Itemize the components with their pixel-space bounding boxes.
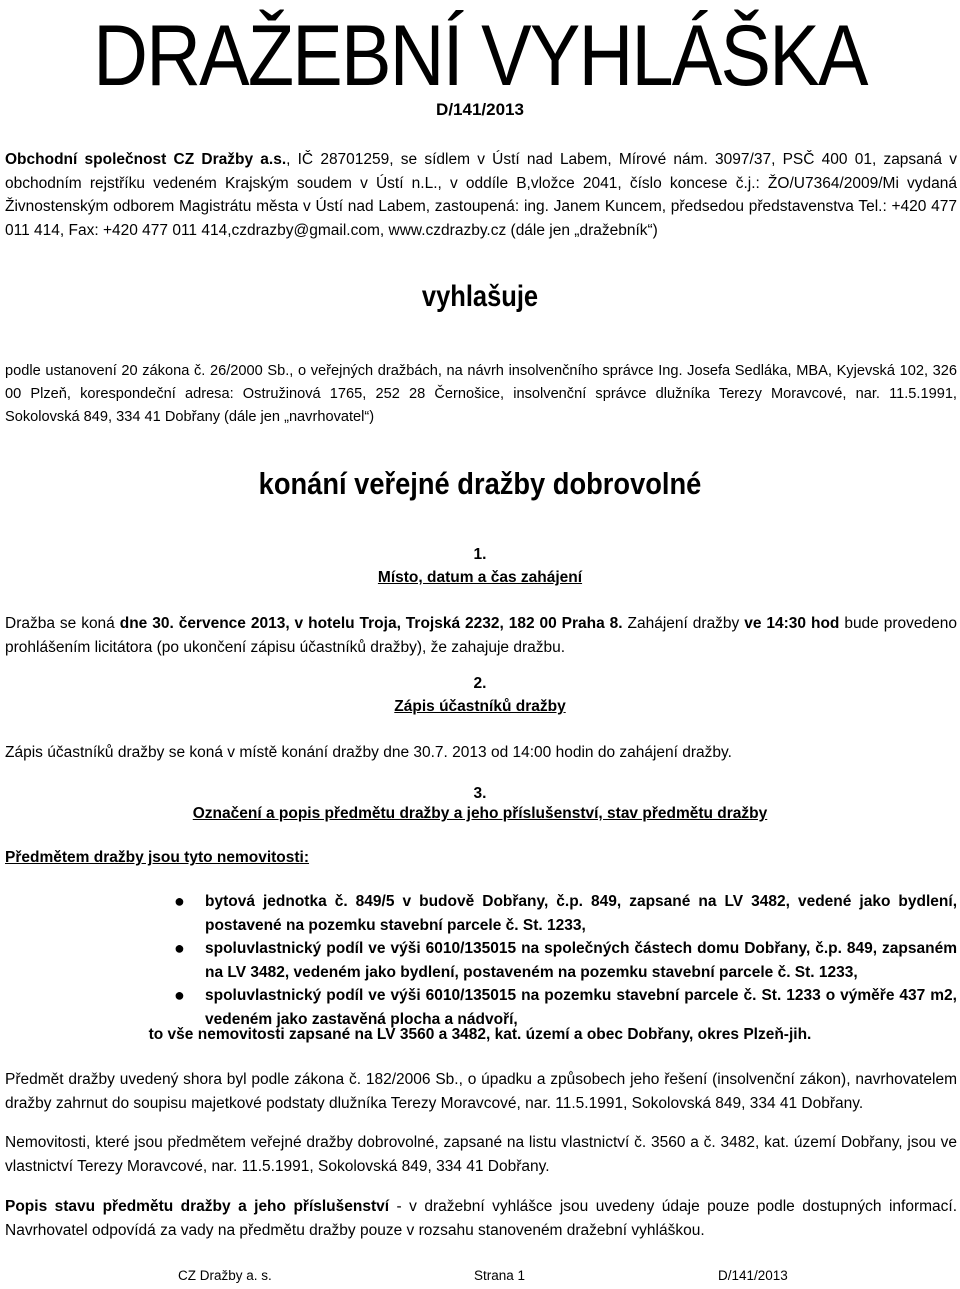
company-name: Obchodní společnost CZ Dražby a.s. (5, 151, 287, 168)
intro-paragraph (5, 148, 957, 242)
property-summary: to vše nemovitosti zapsané na LV 3560 a 3482, kat. území a obec Dobřany, okres Plzeň-jih. (148, 1026, 812, 1043)
condition-heading: Popis stavu předmětu dražby a jeho příslušenství (5, 1198, 390, 1215)
section-1-text-b: Zahájení dražby (622, 615, 745, 632)
bullet-icon: ● (174, 985, 185, 1006)
auction-start-time: ve 14:30 hod (744, 615, 840, 632)
section-3-title: Označení a popis předmětu dražby a jeho příslušenství, stav předmětu dražby (192, 805, 768, 822)
insolvency-paragraph: Předmět dražby uvedený shora byl podle zákona č. 182/2006 Sb., o úpadku a způsobech jeho řešení (insolvenční zákon), navrhovatelem dražby zahrnut do soupisu majetkové podstaty dlužníka Terezy Moravcové, nar. 11.5.1991, Sokolovská 849, 334 41 Dobřany. (5, 1071, 957, 1112)
reference-number: D/141/2013 (436, 100, 524, 119)
footer-page-number: Strana 1 (474, 1268, 526, 1283)
bullet-icon: ● (174, 938, 185, 959)
subject-lead: Předmětem dražby jsou tyto nemovitosti: (5, 849, 310, 866)
section-1-title: Místo, datum a čas zahájení (377, 569, 583, 586)
section-1-paragraph (5, 612, 957, 659)
list-item (174, 890, 957, 937)
section-1-text-a: Dražba se koná (5, 615, 120, 632)
main-heading: konání veřejné dražby dobrovolné (258, 466, 702, 501)
auction-date-place: dne 30. července 2013, v hotelu Troja, Trojská 2232, 182 00 Praha 8. (119, 615, 623, 632)
intro-text: , IČ 28701259, se sídlem v Ústí nad Labem, Mírové nám. 3097/37, PSČ 400 01, zapsaná v obchodním rejstříku vedeném Krajským soudem v Ústí n.L., v oddíle B,vložce 2041, číslo koncese č.j.: ŽO/U7364/2009/Mi vydaná Živnostenským odborem Magistrátu města v Ústí nad Labem, zastoupená: ing. Janem Kuncem, předsedou představenstva Tel.: +420 477 011 414, Fax: +420 477 011 414,czdrazby@gmail.com, www.czdrazby.cz (dále jen „dražebník“) (5, 151, 957, 239)
condition-text: - v dražební vyhlášce jsou uvedeny údaje pouze podle dostupných informací. Navrhovatel odpovídá za vady na předmětu dražby pouze v rozsahu stanoveném dražební vyhláškou. (5, 1198, 957, 1239)
list-item-text: spoluvlastnický podíl ve výši 6010/135015 na společných částech domu Dobřany, č.p. 849, zapsaném na LV 3482, vedeném jako bydlení, postaveném na pozemku stavební parcele č. St. 1233, (205, 940, 957, 981)
list-item-text: bytová jednotka č. 849/5 v budově Dobřany, č.p. 849, zapsané na LV 3482, vedené jako bydlení, postavené na pozemku stavební parcele č. St. 1233, (205, 893, 957, 934)
announces-heading: vyhlašuje (421, 280, 539, 313)
document-title: DRAŽEBNÍ VYHLÁŠKA (93, 8, 867, 104)
condition-paragraph (5, 1195, 957, 1242)
section-2-title: Zápis účastníků dražby (394, 698, 566, 715)
section-1-text-c: bude provedeno prohlášením licitátora (po ukončení zápisu účastníků dražby), že zahajuje dražbu. (5, 615, 957, 656)
list-item-text: spoluvlastnický podíl ve výši 6010/135015 na pozemku stavební parcele č. St. 1233 o výměře 437 m2, vedeném jako zastavěná plocha a nádvoří, (205, 987, 957, 1028)
footer-company: CZ Dražby a. s. (178, 1268, 272, 1283)
section-2-number: 2. (473, 675, 487, 692)
bullet-icon: ● (174, 891, 185, 911)
legal-basis-paragraph: podle ustanovení 20 zákona č. 26/2000 Sb., o veřejných dražbách, na návrh insolvenčního správce Ing. Josefa Sedláka, MBA, Kyjevská 102, 326 00 Plzeň, korespondeční adresa: Ostružinová 1765, 252 28 Černošice, insolvenční správce dlužníka Terezy Moravcové, nar. 11.5.1991, Sokolovská 849, 334 41 Dobřany (dále jen „navrhovatel“) (5, 363, 957, 426)
property-list (174, 890, 957, 1032)
section-2-paragraph: Zápis účastníků dražby se koná v místě konání dražby dne 30.7. 2013 od 14:00 hodin do zahájení dražby. (5, 744, 732, 761)
list-item (174, 937, 957, 984)
ownership-paragraph: Nemovitosti, které jsou předmětem veřejné dražby dobrovolné, zapsané na listu vlastnictví č. 3560 a č. 3482, kat. území Dobřany, jsou ve vlastnictví Terezy Moravcové, nar. 11.5.1991, Sokolovská 849, 334 41 Dobřany. (5, 1134, 957, 1175)
section-3-number: 3. (473, 785, 487, 802)
list-item (174, 984, 957, 1031)
section-1-number: 1. (473, 546, 487, 563)
footer-reference: D/141/2013 (718, 1268, 788, 1283)
